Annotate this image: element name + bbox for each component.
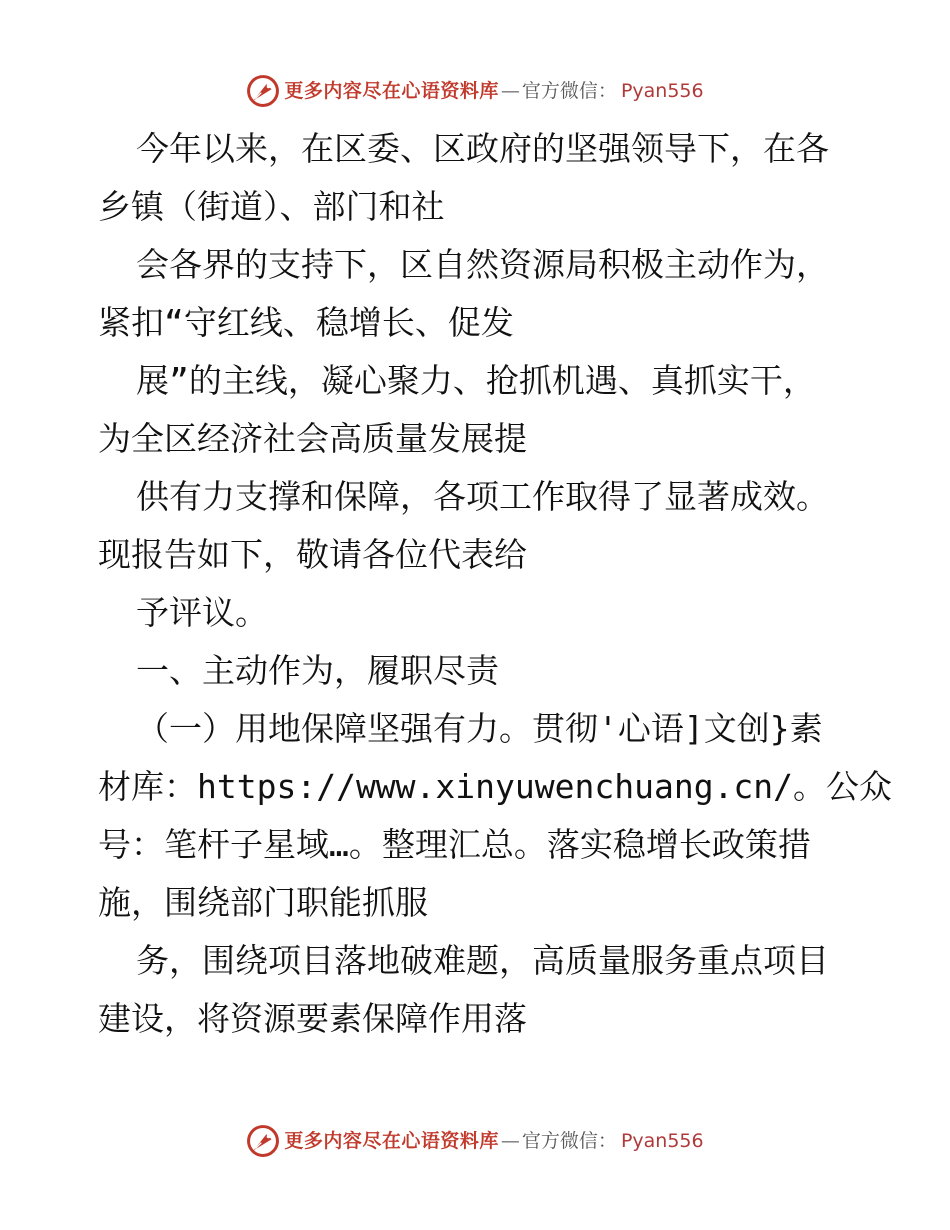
pen-nib-logo-icon [246,74,280,108]
footer-watermark [0,1121,950,1161]
watermark-main-text: 更多内容尽在心语资料库 [284,79,499,102]
watermark-wechat-id: Pyan556 [620,79,704,102]
text-line: 紧扣“守红线、稳增长、促发 [98,303,514,342]
watermark-main-text: 更多内容尽在心语资料库 [284,1129,499,1152]
pen-nib-logo-icon [246,1124,280,1158]
text-line: 务，围绕项目落地破难题，高质量服务重点项目 [136,941,829,980]
text-line: 现报告如下，敬请各位代表给 [98,535,527,574]
text-line: 今年以来，在区委、区政府的坚强领导下，在各 [136,129,829,168]
watermark-dash: — [500,79,520,102]
text-line: 材库：https://www.xinyuwenchuang.cn/。公众 [98,767,893,806]
text-line: 建设，将资源要素保障作用落 [98,999,527,1038]
text-line: 展”的主线，凝心聚力、抢抓机遇、真抓实干， [136,361,816,400]
watermark-dash: — [500,1129,520,1152]
text-line: （一）用地保障坚强有力。贯彻'心语]文创}素 [136,709,823,748]
text-line: 乡镇（街道）、部门和社 [98,187,445,226]
watermark-wechat-label: 官方微信： [521,79,617,102]
section-heading: 一、主动作为，履职尽责 [136,651,499,690]
document-body [98,120,893,1048]
header-watermark [0,71,950,111]
text-line: 予评议。 [136,593,268,632]
text-line: 为全区经济社会高质量发展提 [98,419,527,458]
text-line: 会各界的支持下，区自然资源局积极主动作为， [136,245,829,284]
text-line: 供有力支撑和保障，各项工作取得了显著成效。 [136,477,829,516]
text-line: 施，围绕部门职能抓服 [98,883,428,922]
watermark-wechat-id: Pyan556 [620,1129,704,1152]
watermark-wechat-label: 官方微信： [521,1129,617,1152]
text-line: 号：笔杆子星域…。整理汇总。落实稳增长政策措 [98,825,811,864]
